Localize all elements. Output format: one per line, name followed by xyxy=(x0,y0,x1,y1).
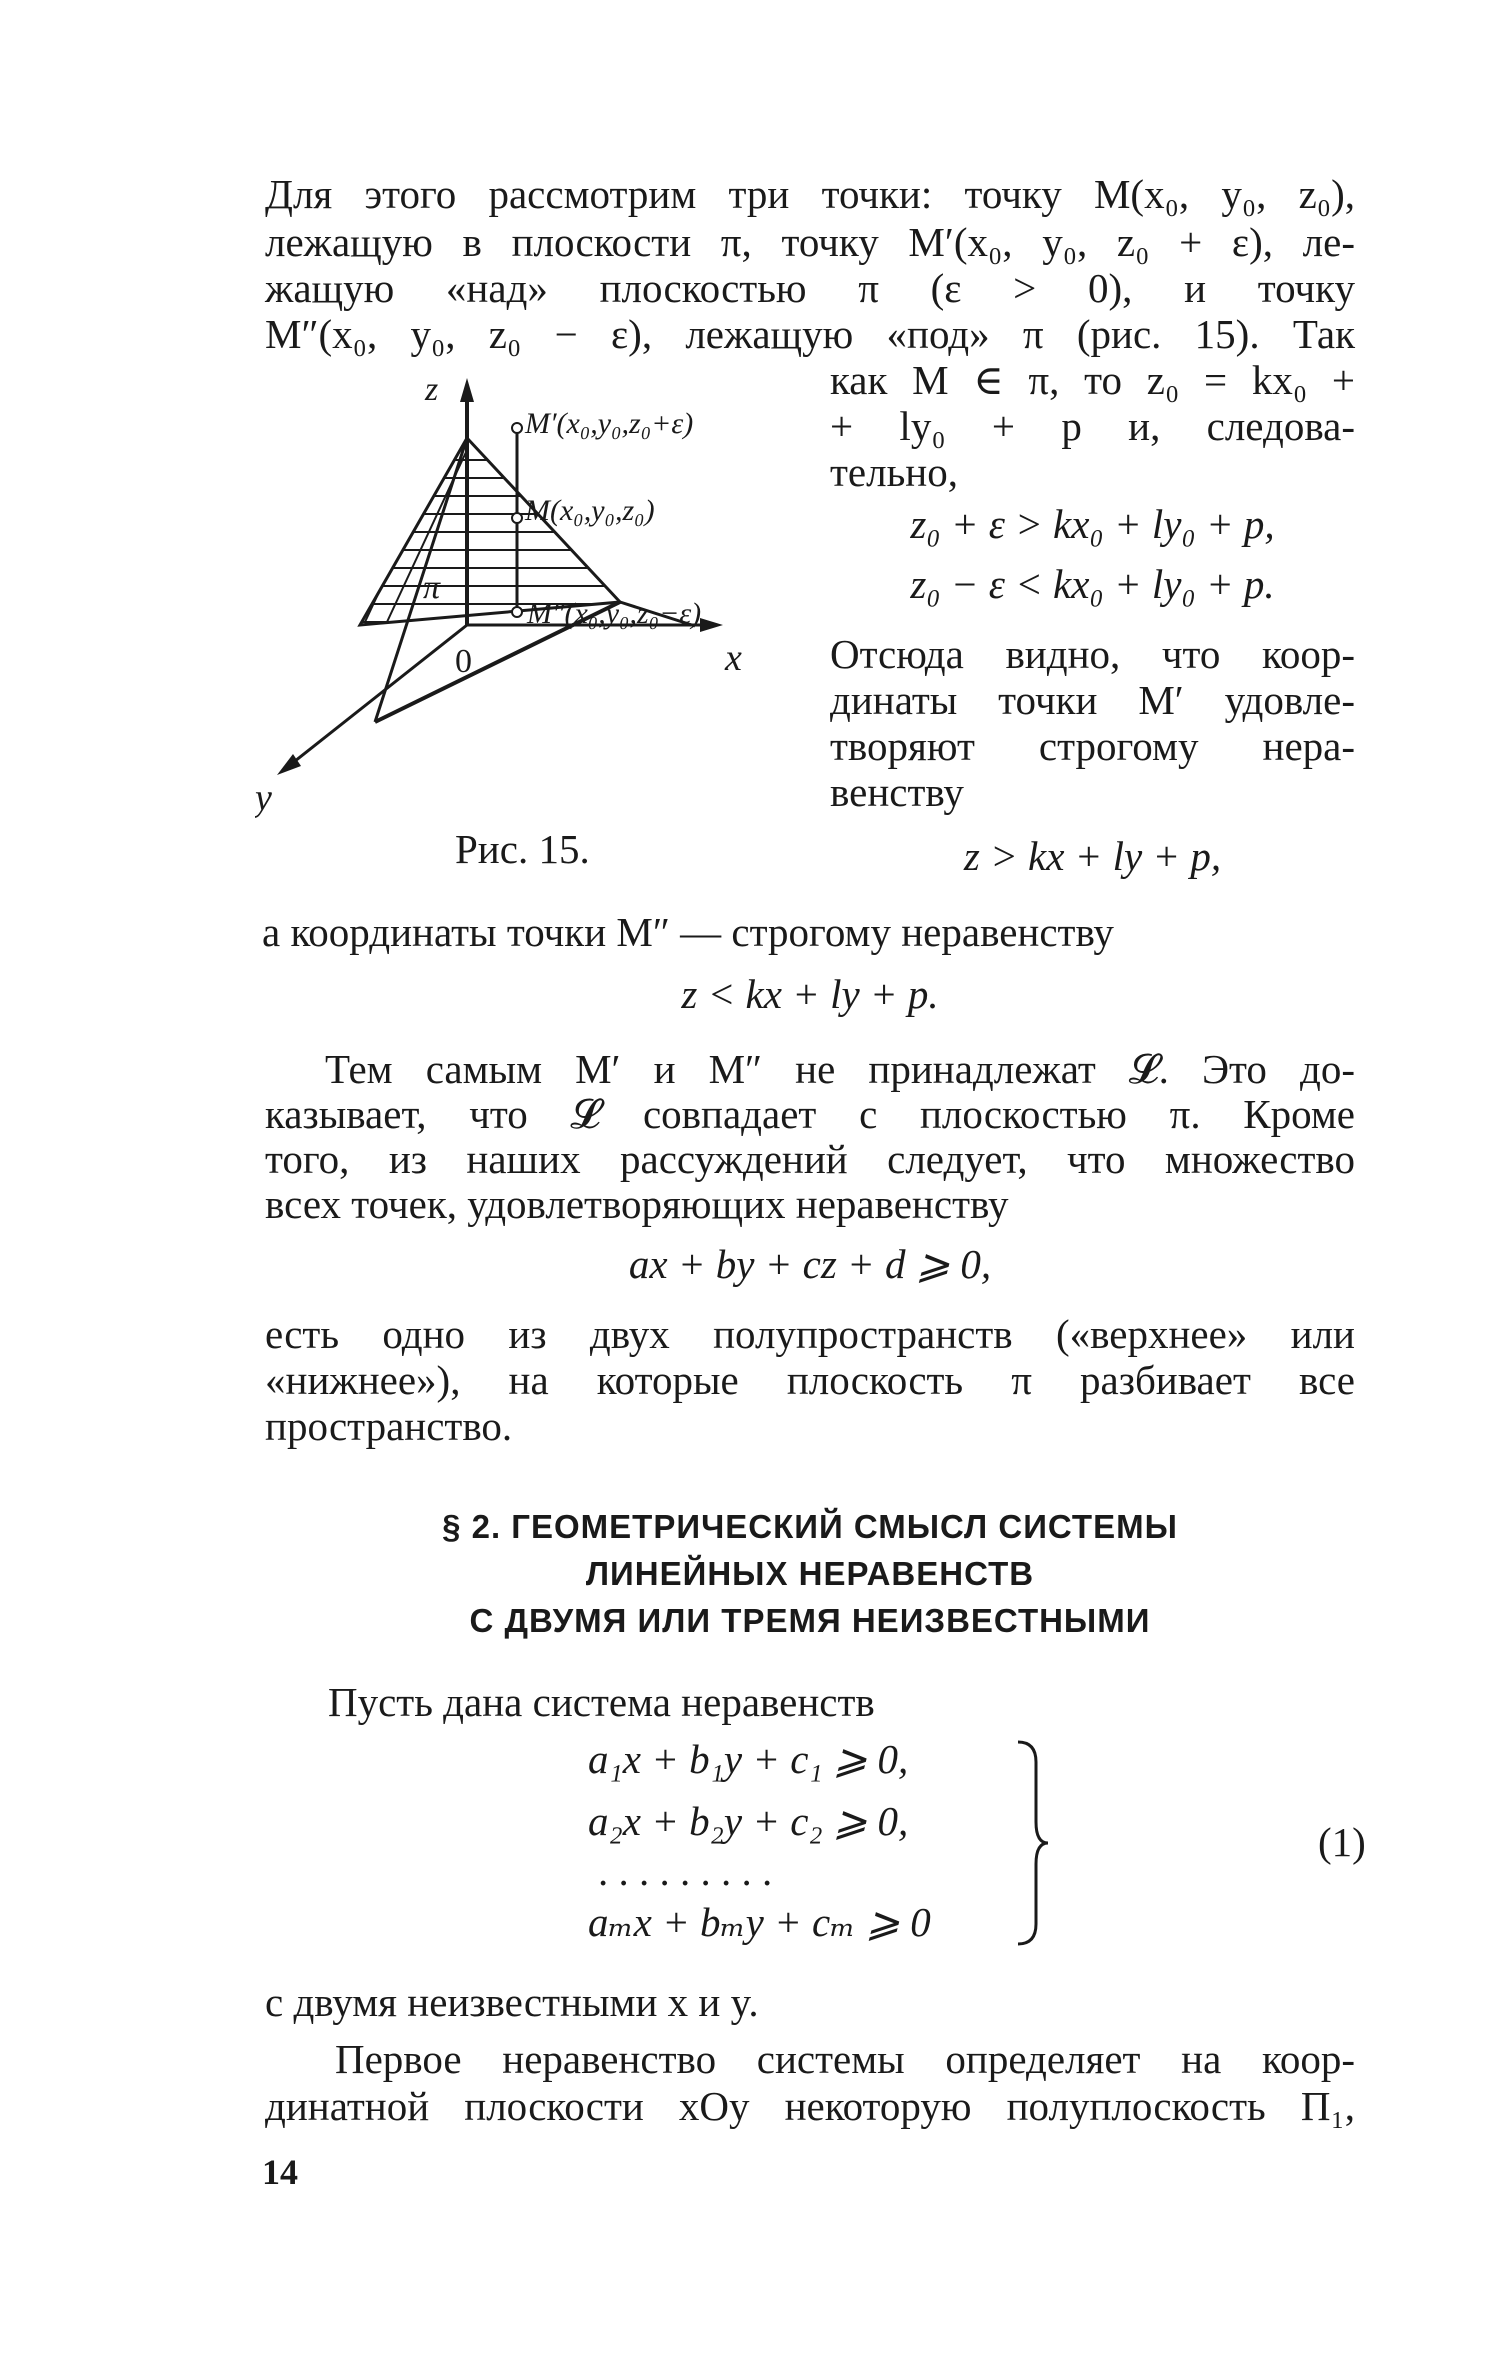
para2-line-2: казывает, что 𝓛 совпадает с плоскостью π. Кроме xyxy=(265,1091,1355,1137)
system-row-m: aₘx + bₘy + cₘ ⩾ 0 xyxy=(588,1899,931,1945)
intro-line-2: лежащую в плоскости π, точку M′(x₀, y₀, z₀ + ε), ле- xyxy=(265,219,1355,265)
intro-line-4: M″(x₀, y₀, z₀ − ε), лежащую «под» π (рис. 15). Так xyxy=(265,311,1355,357)
intro-line-1: Для этого рассмотрим три точки: точку M(x₀, y₀, z₀), xyxy=(265,171,1355,217)
label-M: M(x₀,y₀,z₀) xyxy=(525,494,655,527)
last-line-1: Первое неравенство системы определяет на коор- xyxy=(335,2036,1355,2082)
figure-15 xyxy=(255,370,795,830)
para2-line-3: того, из наших рассуждений следует, что множество xyxy=(265,1136,1355,1182)
para3-line-2: «нижнее»), на которые плоскость π разбивает все xyxy=(265,1357,1355,1403)
section-heading-line-2: ЛИНЕЙНЫХ НЕРАВЕНСТВ xyxy=(585,1555,1035,1592)
right-line-5: динаты точки M′ удовле- xyxy=(830,677,1355,723)
trace-yz xyxy=(375,438,467,722)
z-arrowhead xyxy=(460,378,474,402)
right-line-6: творяют строгому нера- xyxy=(830,723,1355,769)
inequality-upper: z₀ + ε > kx₀ + ly₀ + p, xyxy=(910,501,1275,547)
para2-line-1: Тем самым M′ и M″ не принадлежат 𝓛. Это до- xyxy=(325,1046,1355,1092)
label-M-double: M″(x₀,y₀,z₀−ε) xyxy=(527,597,702,630)
page-number: 14 xyxy=(262,2152,298,2192)
label-M-prime: M′(x₀,y₀,z₀+ε) xyxy=(525,407,694,440)
inequality-general: ax + by + cz + d ⩾ 0, xyxy=(628,1241,992,1287)
label-pi: π xyxy=(423,569,441,606)
right-line-1: как M ∈ π, то z₀ = kx₀ + xyxy=(830,357,1355,403)
inequality-strict-lt: z < kx + ly + p. xyxy=(681,971,939,1017)
right-line-2: + ly₀ + p и, следова- xyxy=(830,403,1355,449)
after-system-line: с двумя неизвестными x и y. xyxy=(265,1979,759,2025)
label-origin: 0 xyxy=(455,643,472,680)
label-x: x xyxy=(725,637,742,679)
x-arrowhead xyxy=(700,618,723,632)
point-M-prime xyxy=(512,423,522,433)
y-arrowhead xyxy=(277,754,301,775)
system-row-dots: . . . . . . . . . xyxy=(598,1848,773,1894)
system-intro: Пусть дана система неравенств xyxy=(328,1679,875,1725)
equation-number: (1) xyxy=(1318,1819,1366,1865)
point-M xyxy=(512,513,522,523)
point-M-double xyxy=(512,607,522,617)
right-line-4: Отсюда видно, что коор- xyxy=(830,631,1355,677)
system-row-2: a₂x + b₂y + c₂ ⩾ 0, xyxy=(588,1798,909,1844)
last-line-2: динатной плоскости xOy некоторую полуплоскость Π₁, xyxy=(265,2083,1355,2129)
y-axis xyxy=(290,625,467,765)
right-brace xyxy=(1012,1738,1052,1948)
para3-line-1: есть одно из двух полупространств («верхнее» или xyxy=(265,1311,1355,1357)
right-line-3: тельно, xyxy=(830,449,958,495)
figure-caption: Рис. 15. xyxy=(455,826,590,872)
label-z: z xyxy=(425,371,439,408)
para2-line-4: всех точек, удовлетворяющих неравенству xyxy=(265,1181,1009,1227)
inequality-lower: z₀ − ε < kx₀ + ly₀ + p. xyxy=(910,561,1275,607)
right-line-7: венству xyxy=(830,769,964,815)
section-heading-line-3: С ДВУМЯ ИЛИ ТРЕМЯ НЕИЗВЕСТНЫМИ xyxy=(469,1602,1151,1639)
system-row-1: a₁x + b₁y + c₁ ⩾ 0, xyxy=(588,1736,909,1782)
para3-line-3: пространство. xyxy=(265,1403,513,1449)
intro-line-3: жащую «над» плоскостью π (ε > 0), и точку xyxy=(265,265,1355,311)
line-after-figure: а координаты точки M″ — строгому неравенству xyxy=(262,909,1114,955)
label-y: y xyxy=(255,777,272,819)
inequality-strict-gt: z > kx + ly + p, xyxy=(963,833,1222,879)
section-heading-line-1: § 2. ГЕОМЕТРИЧЕСКИЙ СМЫСЛ СИСТЕМЫ xyxy=(442,1508,1178,1545)
